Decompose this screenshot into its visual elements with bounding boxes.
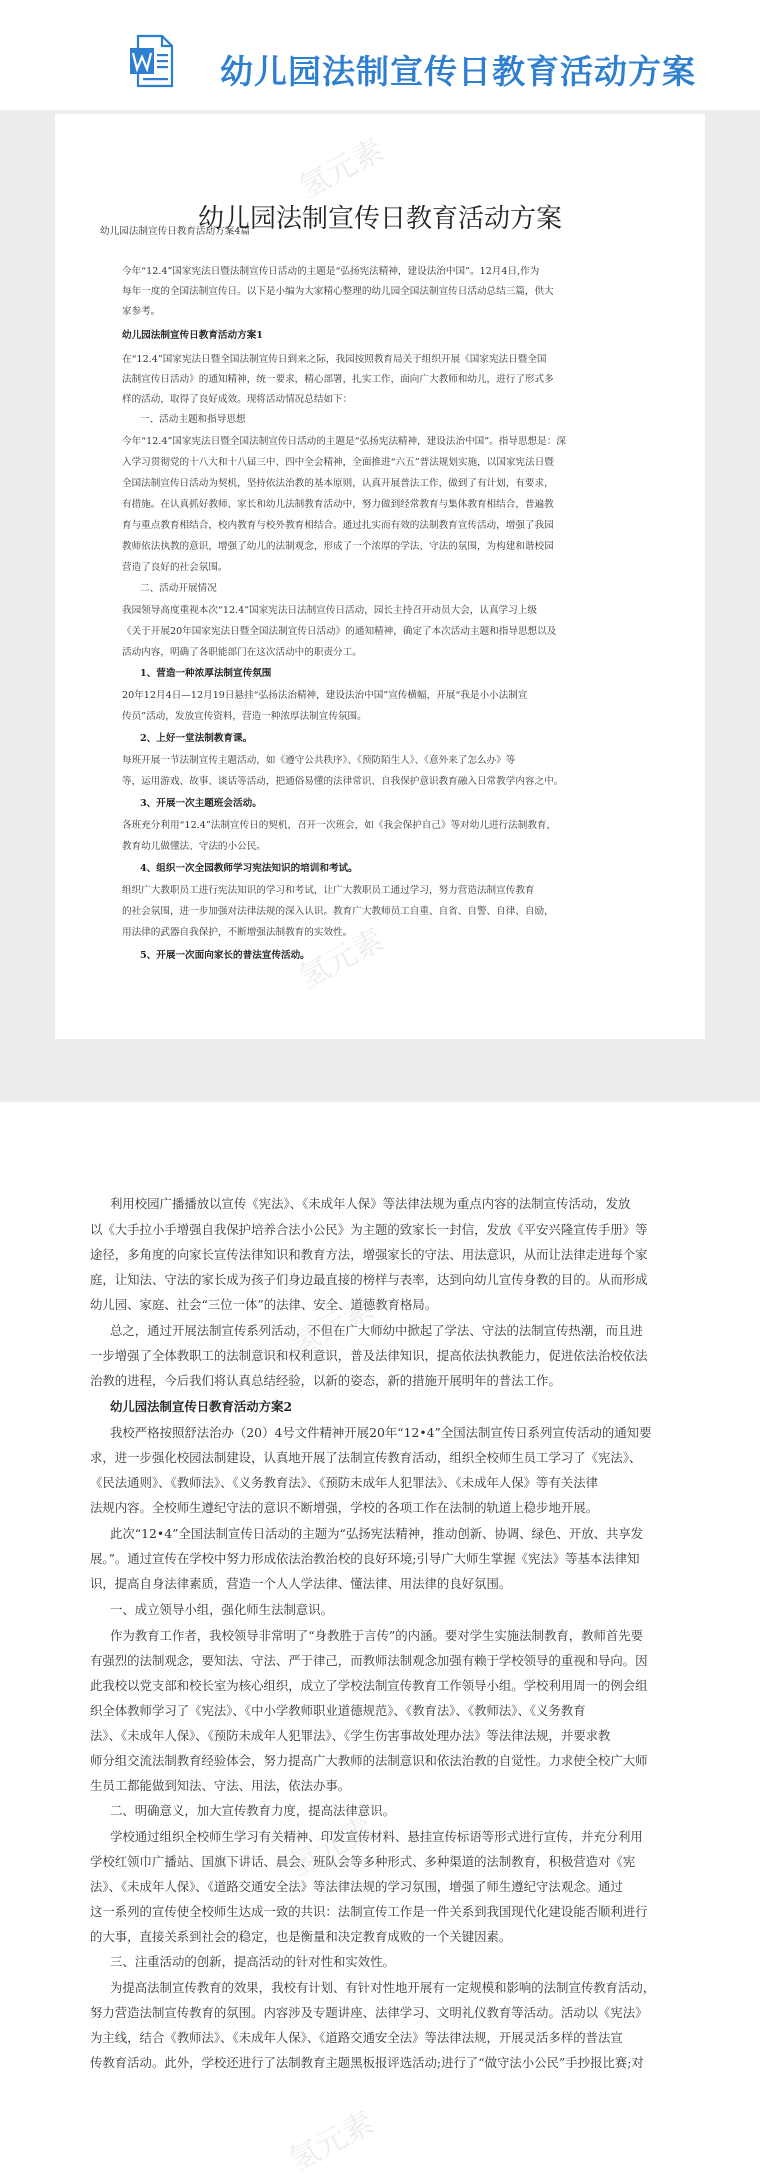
- paragraph-line: 法》、《未成年人保》、《预防未成年人犯罪法》、《学生伤害事故处理办法》等法律法规，并要求教: [90, 1728, 611, 1743]
- paragraph-line: 法》、《未成年人保》、《道路交通安全法》等法律法规的学习氛围，增强了师生遵纪守法观念。通过: [90, 1879, 623, 1894]
- watermark: 氢元素: [283, 2105, 380, 2179]
- section-heading: 4、组织一次全园教师学习宪法知识的培训和考试。: [140, 863, 358, 874]
- paragraph-line: 样的活动，取得了良好成效。现将活动情况总结如下：: [122, 394, 353, 405]
- paragraph-line: 我园领导高度重视本次“12.4”国家宪法日法制宣传日活动，园长主持召开动员大会，认真学习上级: [122, 605, 537, 616]
- paragraph-line: 二、活动开展情况: [140, 583, 217, 594]
- paragraph-line: 三、注重活动的创新，提高活动的针对性和实效性。: [110, 1954, 395, 1969]
- header-banner: [0, 0, 760, 110]
- paragraph-line: 师分组交流法制教育经验体会，努力提高广大教师的法制意识和依法治教的自觉性。力求使全校广大师: [90, 1753, 648, 1768]
- paragraph-line: 生员工都能做到知法、守法、用法，依法办事。: [90, 1778, 351, 1793]
- paragraph-line: 庭，让知法、守法的家长成为孩子们身边最直接的榜样与表率，达到向幼儿宣传身教的目的。从而形成: [90, 1272, 648, 1287]
- paragraph-line: 用法律的武器自我保护，不断增强法制教育的实效性。: [122, 927, 353, 938]
- paragraph-line: 织全体教师学习了《宪法》、《中小学教师职业道德规范》、《教育法》、《教师法》、《义务教育: [90, 1703, 586, 1718]
- paragraph-line: 为主线，结合《教师法》、《未成年人保》、《道路交通安全法》等法律法规，开展灵活多样的普法宣: [90, 2030, 623, 2045]
- paragraph-line: 教师依法执教的意识，增强了幼儿的法制观念，形成了一个浓厚的学法、守法的氛围，为构建和谐校园: [122, 541, 554, 552]
- paragraph-line: 展。”。通过宣传在学校中努力形成依法治教治校的良好环境;引导广大师生掌握《宪法》等基本法律知: [90, 1551, 640, 1566]
- paragraph-line: 二、明确意义，加大宣传教育力度，提高法律意识。: [110, 1803, 395, 1818]
- paragraph-line: 各班充分利用“12.4”法制宣传日的契机，召开一次班会，如《我会保护自己》等对幼儿进行法制教育，: [122, 820, 557, 831]
- paragraph-line: 传员”活动，发放宣传资料，营造一种浓厚法制宣传氛围。: [122, 711, 367, 722]
- paragraph-line: 这一系列的宣传使全校师生达成一致的共识：法制宣传工作是一件关系到我国现代化建设能否顺利进行: [90, 1904, 648, 1919]
- section-heading: 1、营造一种浓厚法制宣传氛围: [140, 668, 272, 679]
- paragraph-line: 每年一度的全国法制宣传日。以下是小编为大家精心整理的幼儿园全国法制宣传日活动总结三篇，供大: [122, 286, 554, 297]
- paragraph-line: 法规内容。全校师生遵纪守法的意识不断增强，学校的各项工作在法制的轨道上稳步地开展。: [90, 1500, 599, 1515]
- paragraph-line: 教育幼儿做懂法、守法的小公民。: [122, 841, 266, 852]
- paragraph-line: 今年“12.4”国家宪法日暨法制宣传日活动的主题是“弘扬宪法精神，建设法治中国”。12月4日,作为: [122, 266, 540, 277]
- paragraph-line: 利用校园广播播放以宣传《宪法》、《未成年人保》等法律法规为重点内容的法制宣传活动，发放: [110, 1196, 631, 1211]
- paragraph-line: 今年“12.4”国家宪法日暨全国法制宣传日活动的主题是“弘扬宪法精神，建设法治中国”。指导思想是：深: [122, 436, 566, 447]
- paragraph-line: 识，提高自身法律素质，营造一个人人学法律、懂法律、用法律的良好氛围。: [90, 1576, 512, 1591]
- paragraph-line: 作为教育工作者，我校领导非常明了“身教胜于言传”的内涵。要对学生实施法制教育，教师首先要: [110, 1628, 644, 1643]
- section-heading: 3、开展一次主题班会活动。: [140, 798, 262, 809]
- paragraph-line: 组织广大教职员工进行宪法知识的学习和考试，让广大教职员工通过学习，努力营造法制宣传教育: [122, 885, 535, 896]
- paragraph-line: 每班开展一节法制宣传主题活动，如《遵守公共秩序》、《预防陌生人》、《意外来了怎么办》等: [122, 755, 516, 766]
- paragraph-line: 活动内容，明确了各职能部门在这次活动中的职责分工。: [122, 647, 362, 658]
- paragraph-line: 总之，通过开展法制宣传系列活动，不但在广大师幼中掀起了学法、守法的法制宣传热潮，而且进: [110, 1323, 643, 1338]
- paragraph-line: 营造了良好的社会氛围。: [122, 562, 228, 573]
- paragraph-line: 等，运用游戏、故事、谈话等活动，把通俗易懂的法律常识、自我保护意识教育融入日常教学内容之中。: [122, 776, 564, 787]
- document-page-2: [0, 1102, 760, 2178]
- paragraph-line: 入学习贯彻党的十八大和十八届三中、四中全会精神，全面推进“六五”普法规划实施，以国家宪法日暨: [122, 457, 554, 468]
- paragraph-line: 家参考。: [122, 306, 161, 317]
- watermark: 氢元素: [283, 1810, 380, 1884]
- paragraph-line: 此次“12•4”全国法制宣传日活动的主题为“弘扬宪法精神，推动创新、协调、绿色、开放、共享发: [110, 1526, 644, 1541]
- paragraph-line: 的社会氛围，进一步加强对法律法规的深入认识。教育广大教师员工自重、自省、自警、自律、自励，: [122, 906, 554, 917]
- section-heading: 5、开展一次面向家长的普法宣传活动。: [140, 950, 310, 961]
- paragraph-line: 传教育活动。此外，学校还进行了法制教育主题黑板报评选活动;进行了“做守法小公民”手抄报比赛;对: [90, 2055, 644, 2070]
- section-heading: 幼儿园法制宣传日教育活动方案1: [122, 330, 263, 341]
- paragraph-line: 幼儿园、家庭、社会“三位一体”的法律、安全、道德教育格局。: [90, 1297, 438, 1312]
- paragraph-line: 我校严格按照舒法治办（20）4号文件精神开展20年“12•4”全国法制宣传日系列宣传活动的通知要: [110, 1425, 652, 1440]
- paragraph-line: 途径，多角度的向家长宣传法律知识和教育方法，增强家长的守法、用法意识，从而让法律走进每个家: [90, 1247, 648, 1262]
- paragraph-line: 努力营造法制宣传教育的氛围。内容涉及专题讲座、法律学习、文明礼仪教育等活动。活动以《宪法》: [90, 2005, 648, 2020]
- document-page-1: [55, 114, 705, 1039]
- paragraph-line: 以《大手拉小手增强自我保护培养合法小公民》为主题的致家长一封信，发放《平安兴隆宣传手册》等: [90, 1222, 648, 1237]
- paragraph-line: 一、成立领导小组，强化师生法制意识。: [110, 1602, 334, 1617]
- paragraph-line: 求，进一步强化校园法制建设，认真地开展了法制宣传教育活动，组织全校师生员工学习了《宪法》、: [90, 1450, 642, 1465]
- watermark: 氢元素: [283, 1290, 380, 1364]
- paragraph-line: 治教的进程，今后我们将认真总结经验，以新的姿态，新的措施开展明年的普法工作。: [90, 1373, 561, 1388]
- paragraph-line: 在“12.4”国家宪法日暨全国法制宣传日到来之际，我园按照教育局关于组织开展《国家宪法日暨全国: [122, 354, 547, 365]
- paragraph-line: 一步增强了全体教职工的法制意识和权利意识，普及法律知识，提高依法执教能力，促进依法治校依法: [90, 1348, 648, 1363]
- paragraph-line: 幼儿园法制宣传日教育活动方案4篇: [100, 226, 251, 237]
- paragraph-line: 育与重点教育相结合，校内教育与校外教育相结合。通过扎实而有效的法制教育宣传活动，增强了我园: [122, 520, 554, 531]
- section-heading: 2、上好一堂法制教育课。: [140, 733, 253, 744]
- watermark: 氢元素: [293, 922, 390, 996]
- document-title: 幼儿园法制宣传日教育活动方案: [197, 204, 562, 234]
- paragraph-line: 一、活动主题和指导思想: [140, 414, 246, 425]
- paragraph-line: 法制宣传日活动》的通知精神，统一要求，精心部署，扎实工作，面向广大教师和幼儿，进行了形式多: [122, 374, 554, 385]
- paragraph-line: 《民法通则》、《教师法》、《义务教育法》、《预防未成年人犯罪法》、《未成年人保》等有关法律: [90, 1475, 598, 1490]
- paragraph-line: 《关于开展20年国家宪法日暨全国法制宣传日活动》的通知精神，确定了本次活动主题和指导思想以及: [122, 626, 557, 637]
- watermark: 氢元素: [293, 132, 390, 206]
- word-document-icon: [130, 34, 174, 88]
- paragraph-line: 的大事，直接关系到社会的稳定，也是衡量和决定教育成败的一个关键因素。: [90, 1929, 512, 1944]
- paragraph-line: 有措施。在认真抓好教师、家长和幼儿法制教育活动中，努力做到经常教育与集体教育相结合，普遍教: [122, 499, 554, 510]
- paragraph-line: 有强烈的法制观念，要知法、守法、严于律己，而教师法制观念加强有赖于学校领导的重视和导向。因: [90, 1653, 648, 1668]
- paragraph-line: 此我校以党支部和校长室为核心组织，成立了学校法制宣传教育工作领导小组。学校利用周一的例会组: [90, 1678, 648, 1693]
- paragraph-line: 20年12月4日—12月19日悬挂“弘扬法治精神，建设法治中国”宣传横幅，开展“我是小小法制宣: [122, 690, 528, 701]
- paragraph-line: 学校通过组织全校师生学习有关精神、印发宣传材料、悬挂宣传标语等形式进行宣传，并充分利用: [110, 1829, 643, 1844]
- section-heading: 幼儿园法制宣传日教育活动方案2: [110, 1399, 293, 1414]
- banner-title: 幼儿园法制宣传日教育活动方案: [220, 52, 696, 91]
- paragraph-line: 全国法制宣传日活动为契机，坚持依法治教的基本原则，认真开展普法工作，做到了有计划，有要求，: [122, 478, 554, 489]
- paragraph-line: 为提高法制宣传教育的效果，我校有计划、有针对性地开展有一定规模和影响的法制宣传教育活动，: [110, 1980, 656, 1995]
- paragraph-line: 学校红领巾广播站、国旗下讲话、晨会、班队会等多种形式、多种渠道的法制教育，积极营造对《宪: [90, 1854, 636, 1869]
